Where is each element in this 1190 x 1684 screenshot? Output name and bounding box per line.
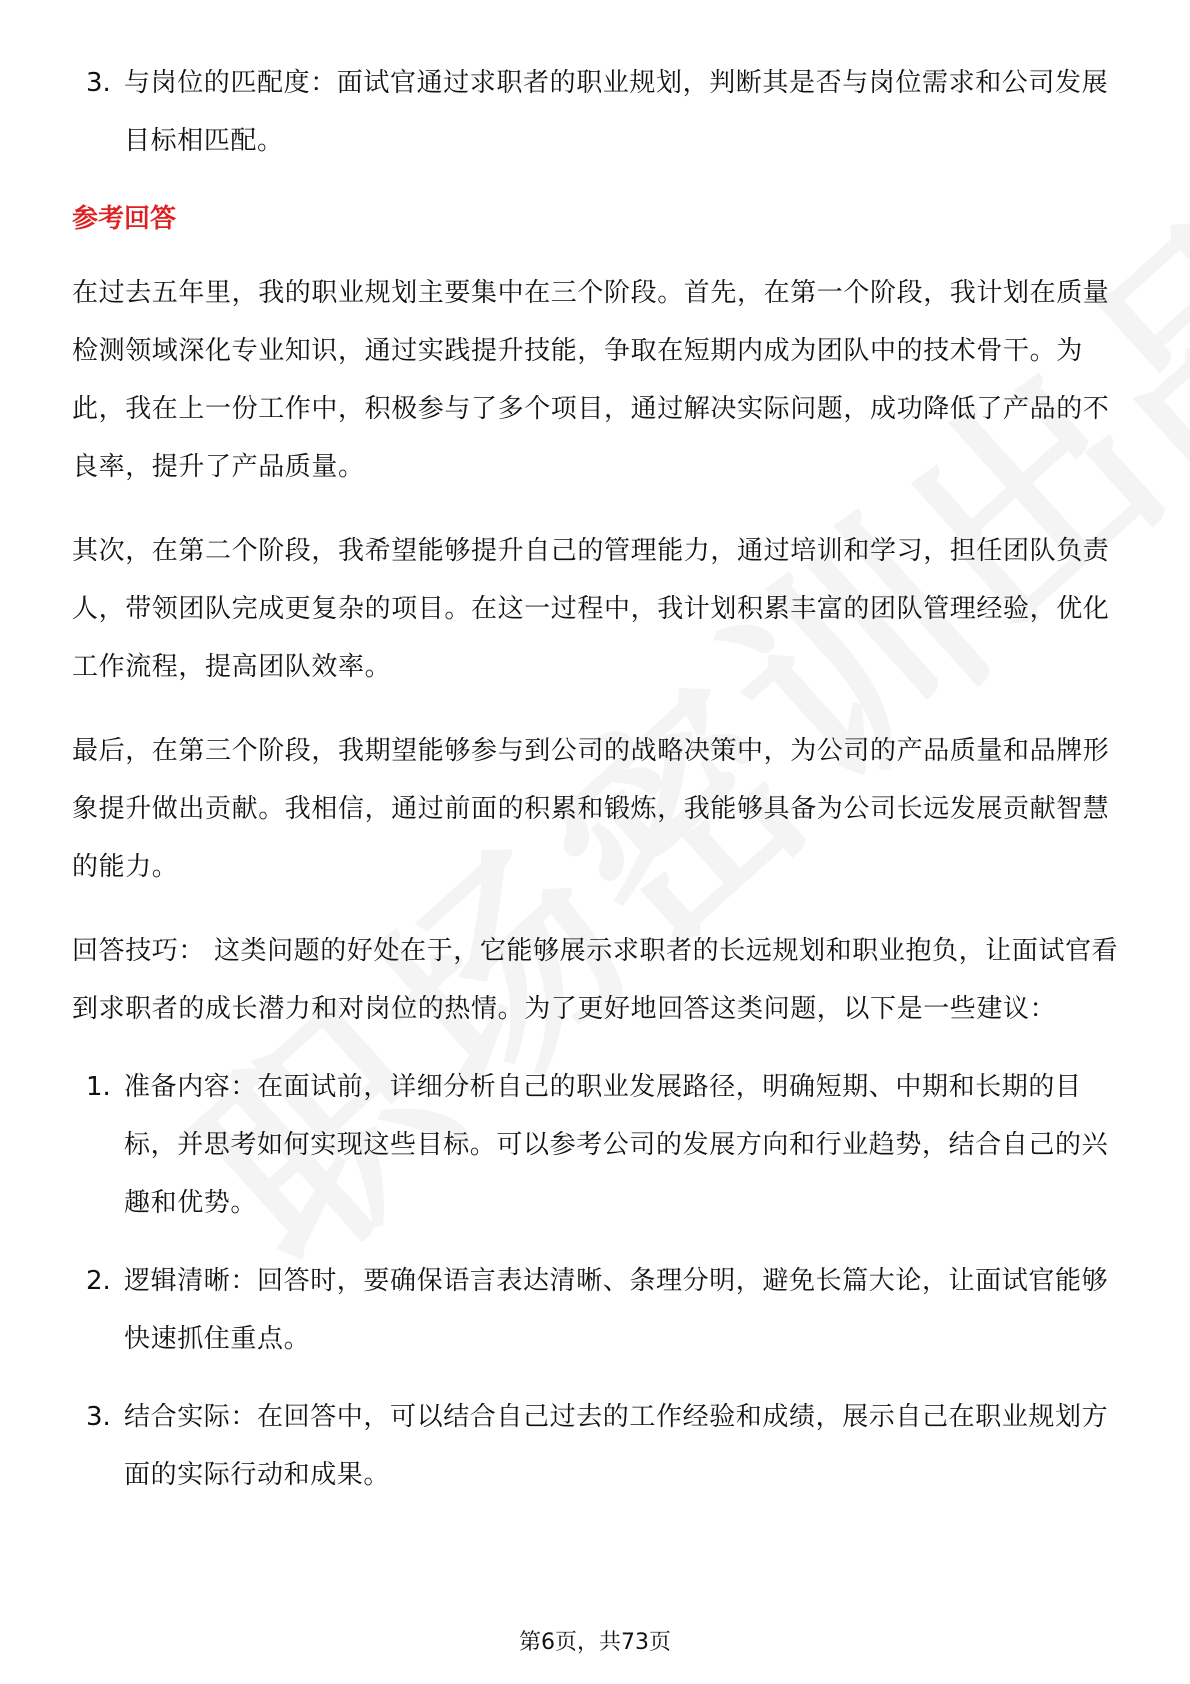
list-item-3-top <box>72 54 1122 170</box>
answer-heading: 参考回答 <box>72 204 177 234</box>
paragraph-tips-intro: 回答技巧： 这类问题的好处在于，它能够展示求职者的长远规划和职业抱负，让面试官看到求职者的成长潜力和对岗位的热情。为了更好地回答这类问题，以下是一些建议： <box>72 936 1119 1024</box>
list-number: 1. <box>86 1072 111 1102</box>
page-footer: 第6页，共73页 <box>519 1630 671 1655</box>
list-text: 逻辑清晰：回答时，要确保语言表达清晰、条理分明，避免长篇大论，让面试官能够快速抓住重点。 <box>124 1266 1109 1354</box>
list-text: 结合实际：在回答中，可以结合自己过去的工作经验和成绩，展示自己在职业规划方面的实际行动和成果。 <box>124 1402 1109 1490</box>
list-number: 2. <box>86 1266 111 1296</box>
paragraph-1: 在过去五年里，我的职业规划主要集中在三个阶段。首先，在第一个阶段，我计划在质量检测领域深化专业知识，通过实践提升技能，争取在短期内成为团队中的技术骨干。为此，我在上一份工作中，积极参与了多个项目，通过解决实际问题，成功降低了产品的不良率，提升了产品质量。 <box>72 278 1110 482</box>
tip-item-1 <box>72 1058 1122 1232</box>
list-number: 3. <box>86 1402 111 1432</box>
paragraph-3: 最后，在第三个阶段，我期望能够参与到公司的战略决策中，为公司的产品质量和品牌形象提升做出贡献。我相信，通过前面的积累和锻炼，我能够具备为公司长远发展贡献智慧的能力。 <box>72 736 1110 882</box>
list-text: 准备内容：在面试前，详细分析自己的职业发展路径，明确短期、中期和长期的目标，并思考如何实现这些目标。可以参考公司的发展方向和行业趋势，结合自己的兴趣和优势。 <box>124 1072 1109 1218</box>
list-number: 3. <box>86 68 111 98</box>
tip-item-2 <box>72 1252 1122 1368</box>
list-text: 与岗位的匹配度：面试官通过求职者的职业规划，判断其是否与岗位需求和公司发展目标相匹配。 <box>124 68 1109 156</box>
tip-item-3 <box>72 1388 1122 1504</box>
page-content <box>72 54 1122 1504</box>
paragraph-2: 其次，在第二个阶段，我希望能够提升自己的管理能力，通过培训和学习，担任团队负责人，带领团队完成更复杂的项目。在这一过程中，我计划积累丰富的团队管理经验，优化工作流程，提高团队效率。 <box>72 536 1110 682</box>
